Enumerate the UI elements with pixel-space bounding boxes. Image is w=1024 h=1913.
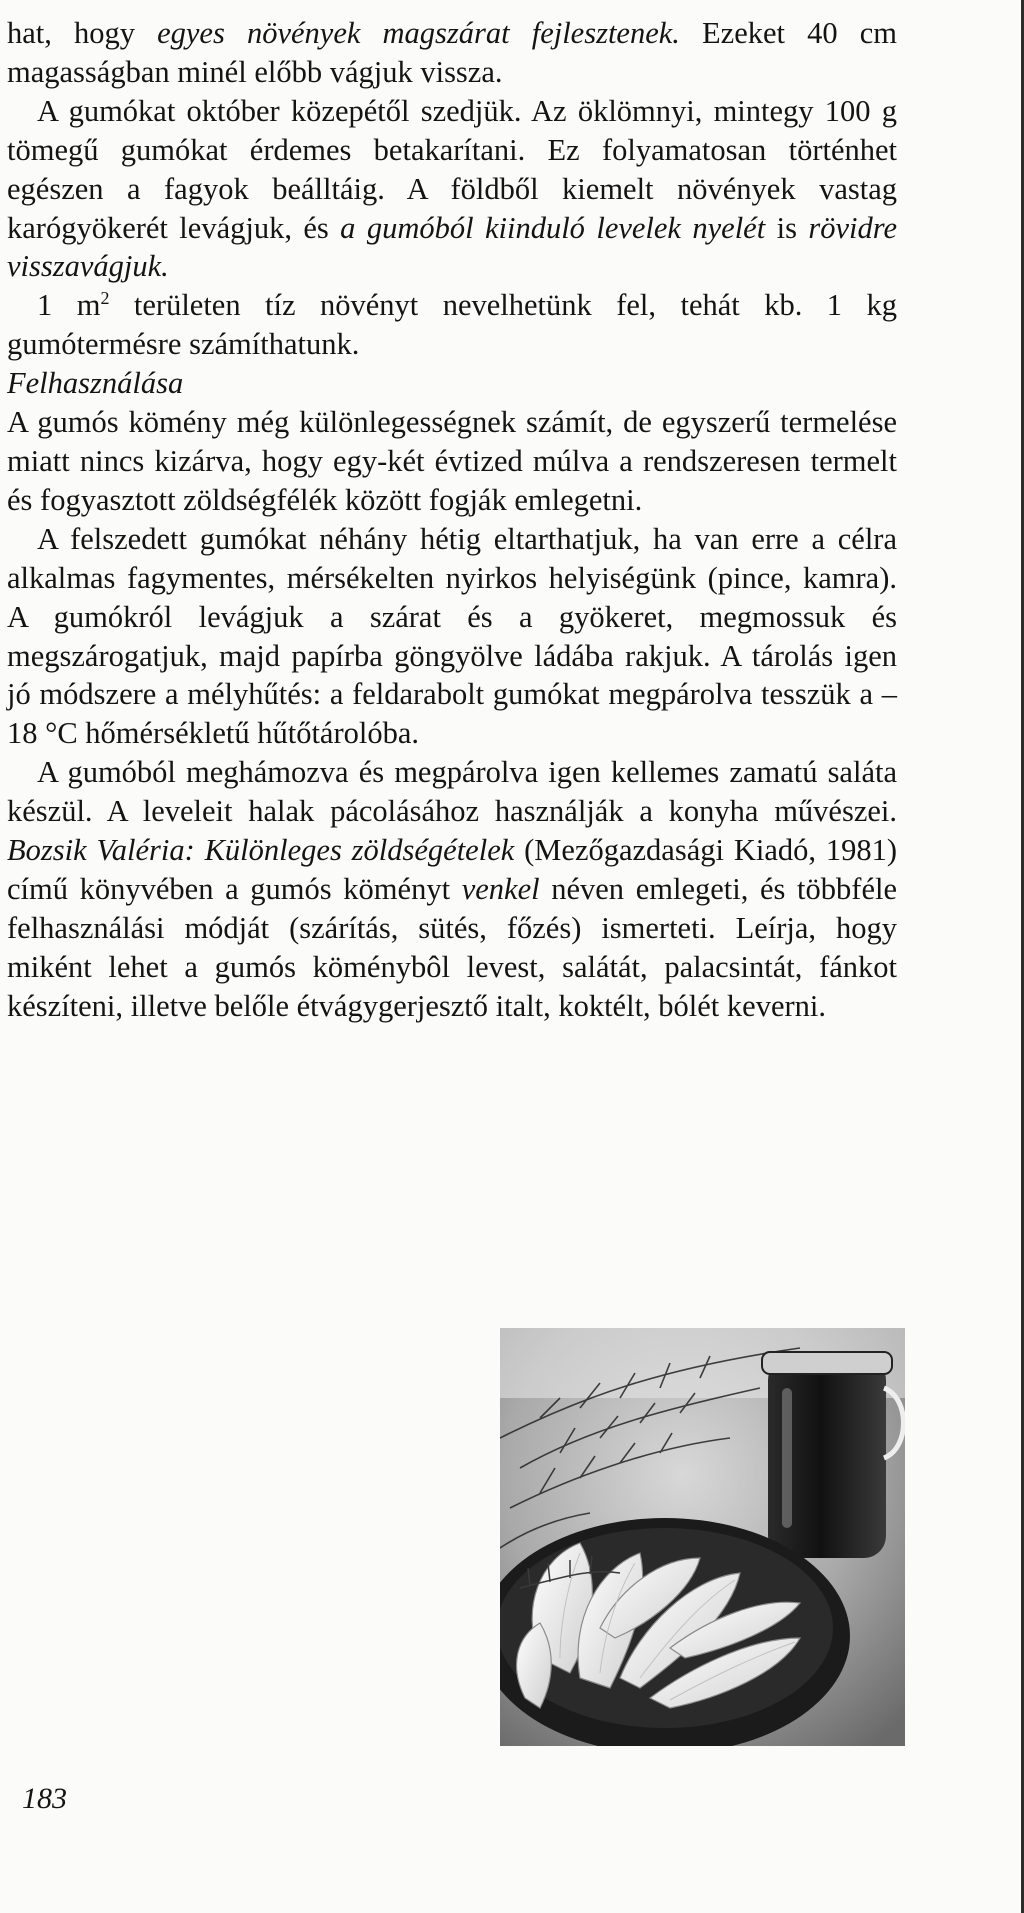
- text-run: 2: [100, 288, 110, 309]
- paragraph: [7, 753, 897, 1025]
- intro-paragraphs: [7, 14, 897, 364]
- paragraph: [7, 286, 897, 364]
- text-run: területen tíz növényt nevelhetünk fel, tehát kb. 1 kg gumótermésre számíthatunk.: [7, 288, 897, 362]
- paragraph: [7, 403, 897, 520]
- italic-text-run: a gumóból kiinduló levelek nyelét: [340, 210, 766, 245]
- fennel-photo-illustration: [500, 1328, 905, 1746]
- paragraph: [7, 520, 897, 753]
- fennel-photo: [500, 1328, 905, 1746]
- italic-text-run: egyes növények magszárat fejlesztenek.: [157, 16, 680, 50]
- text-run: A gumóból meghámozva és megpárolva igen kellemes zamatú saláta készül. A leveleit halak pácolásához használják a konyha művészei.: [7, 755, 897, 829]
- italic-text-run: Bozsik Valéria: Különleges zöldségételek: [7, 833, 515, 868]
- text-run: hat, hogy: [7, 16, 158, 50]
- paragraph: [7, 14, 897, 92]
- page-number: 183: [22, 1782, 67, 1815]
- text-run: A felszedett gumókat néhány hétig eltarthatjuk, ha van erre a célra alkalmas fagymentes, mérsékelten nyirkos helyiségünk (pince, kamra). A gumókról levágjuk a szárat és a gyökeret, megmossuk és megszárogatjuk, majd papírba göngyölve ládába rakjuk. A tárolás igen jó módszere a mélyhűtés: a feldarabolt gumókat megpárolva tesszük a – 18 °C hőmérsékletű hűtőtárolóba.: [7, 521, 897, 751]
- text-run: A gumós kömény még különlegességnek számít, de egyszerű termelése miatt nincs kizárva, hogy egy-két évtized múlva a rendszeresen termelt és fogyasztott zöldségfélék között fogják emlegetni.: [7, 405, 897, 517]
- paragraph: [7, 92, 897, 287]
- italic-text-run: rövidre visszavágjuk.: [7, 210, 897, 284]
- text-run: is: [765, 210, 809, 245]
- text-run: Ezeket 40 cm magasságban minél előbb vágjuk vissza.: [7, 16, 897, 89]
- text-run: néven emlegeti, és többféle felhasználási módját (szárítás, sütés, főzés) ismerteti. Leírja, hogy miként lehet a gumós köménybôl levest, salátát, palacsintát, fánkot készíteni, illetve belőle étvágygerjesztő italt, koktélt, bólét keverni.: [7, 871, 897, 1023]
- italic-text-run: venkel: [461, 871, 540, 906]
- text-run: (Mezőgazdasági Kiadó, 1981) című könyvében a gumós köményt: [7, 833, 897, 906]
- text-run: 1 m: [37, 288, 101, 323]
- section-heading: Felhasználása: [7, 366, 184, 401]
- text-run: A gumókat október közepétől szedjük. Az öklömnyi, mintegy 100 g tömegű gumókat érdemes betakarítani. Ez folyamatosan történhet egészen a fagyok beálltáig. A földből kiemelt növények vastag karógyökerét levágjuk, és: [7, 93, 897, 245]
- section-paragraphs: [7, 403, 897, 1026]
- text-column: [7, 14, 897, 1026]
